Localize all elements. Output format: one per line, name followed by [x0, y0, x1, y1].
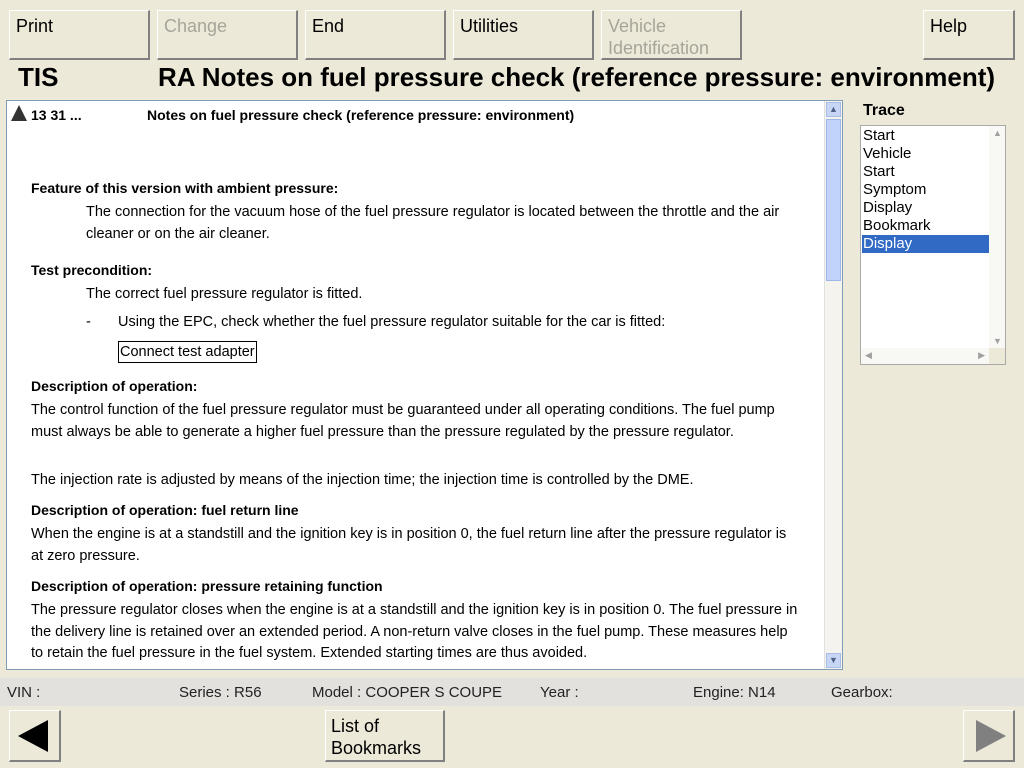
change-button[interactable]: Change	[157, 10, 298, 60]
trace-item[interactable]: Display	[863, 199, 913, 216]
arrow-left-icon	[18, 720, 48, 752]
paragraph-feature: The connection for the vacuum hose of the fuel pressure regulator is located between the throttle and the air cleaner or on the air cleaner.	[86, 204, 780, 242]
status-gearbox: Gearbox:	[831, 684, 893, 701]
utilities-button[interactable]: Utilities	[453, 10, 594, 60]
heading-fuel-return-line: Description of operation: fuel return line	[31, 502, 299, 518]
trace-scroll-right-icon[interactable]: ▶	[978, 350, 985, 360]
status-series: Series : R56	[179, 684, 262, 701]
page-title: RA Notes on fuel pressure check (reference pressure: environment)	[158, 62, 996, 92]
status-model: Model : COOPER S COUPE	[312, 684, 503, 701]
connect-test-adapter-link[interactable]: Connect test adapter	[118, 341, 257, 363]
app-label: TIS	[18, 62, 59, 92]
list-dash: -	[86, 314, 91, 330]
trace-vertical-scrollbar[interactable]	[989, 126, 1005, 348]
scroll-thumb[interactable]	[826, 119, 841, 281]
scroll-up-icon[interactable]: ▲	[826, 102, 841, 117]
heading-test-precondition: Test precondition:	[31, 262, 153, 278]
vehicle-identification-button[interactable]: Vehicle Identification	[601, 10, 742, 60]
forward-button[interactable]	[963, 710, 1015, 762]
help-button[interactable]: Help	[923, 10, 1015, 60]
document-reference: 13 31 ...	[31, 107, 82, 123]
trace-label: Trace	[863, 102, 905, 119]
trace-scroll-up-icon[interactable]: ▲	[993, 128, 1002, 138]
trace-item[interactable]: Start	[863, 163, 895, 180]
arrow-right-icon	[976, 720, 1006, 752]
status-year: Year :	[540, 684, 579, 701]
end-button[interactable]: End	[305, 10, 446, 60]
trace-scroll-left-icon[interactable]: ◀	[865, 350, 872, 360]
heading-description-operation: Description of operation:	[31, 378, 198, 394]
trace-scroll-down-icon[interactable]: ▼	[993, 336, 1002, 346]
scroll-corner	[989, 348, 1005, 364]
trace-item-selected[interactable]: Display	[862, 235, 989, 253]
trace-horizontal-scrollbar[interactable]	[861, 348, 989, 364]
back-button[interactable]	[9, 710, 61, 762]
paragraph-precondition: The correct fuel pressure regulator is fitted.	[86, 286, 363, 302]
trace-item[interactable]: Symptom	[863, 181, 927, 198]
document-scrollbar[interactable]	[824, 101, 842, 669]
heading-feature: Feature of this version with ambient pressure:	[31, 180, 339, 196]
status-engine: Engine: N14	[693, 684, 776, 701]
paragraph-pressure-retaining: The pressure regulator closes when the engine is at a standstill and the ignition key is in position 0. The fuel pressure in the delivery line is retained over an extended period. A non-return valve closes in the fuel pump. These measures help to retain the fuel pressure in the fuel system. Extended starting times are thus avoided.	[31, 602, 798, 661]
trace-item[interactable]: Bookmark	[863, 217, 931, 234]
status-vin: VIN :	[7, 684, 41, 701]
paragraph-epc-check: Using the EPC, check whether the fuel pressure regulator suitable for the car is fitted:	[118, 314, 666, 330]
status-bar	[0, 678, 1024, 706]
trace-list[interactable]	[860, 125, 1006, 365]
paragraph-fuel-return-line: When the engine is at a standstill and the ignition key is in position 0, the fuel return line after the pressure regulator is at zero pressure.	[31, 526, 787, 564]
document-pane	[6, 100, 843, 670]
paragraph-control-function: The control function of the fuel pressure regulator must be guaranteed under all operating conditions. The fuel pump must always be able to generate a higher fuel pressure than the pressure regulated by the pressure regulator.	[31, 402, 775, 440]
scroll-down-icon[interactable]: ▼	[826, 653, 841, 668]
heading-pressure-retaining: Description of operation: pressure retaining function	[31, 578, 383, 594]
paragraph-injection-rate: The injection rate is adjusted by means of the injection time; the injection time is controlled by the DME.	[31, 472, 694, 488]
list-of-bookmarks-button[interactable]: List of Bookmarks	[325, 710, 445, 762]
triangle-icon	[11, 105, 27, 121]
document-title: Notes on fuel pressure check (reference pressure: environment)	[147, 107, 575, 123]
print-button[interactable]: Print	[9, 10, 150, 60]
trace-item[interactable]: Start	[863, 127, 895, 144]
trace-item[interactable]: Vehicle	[863, 145, 912, 162]
document-content	[7, 101, 825, 669]
